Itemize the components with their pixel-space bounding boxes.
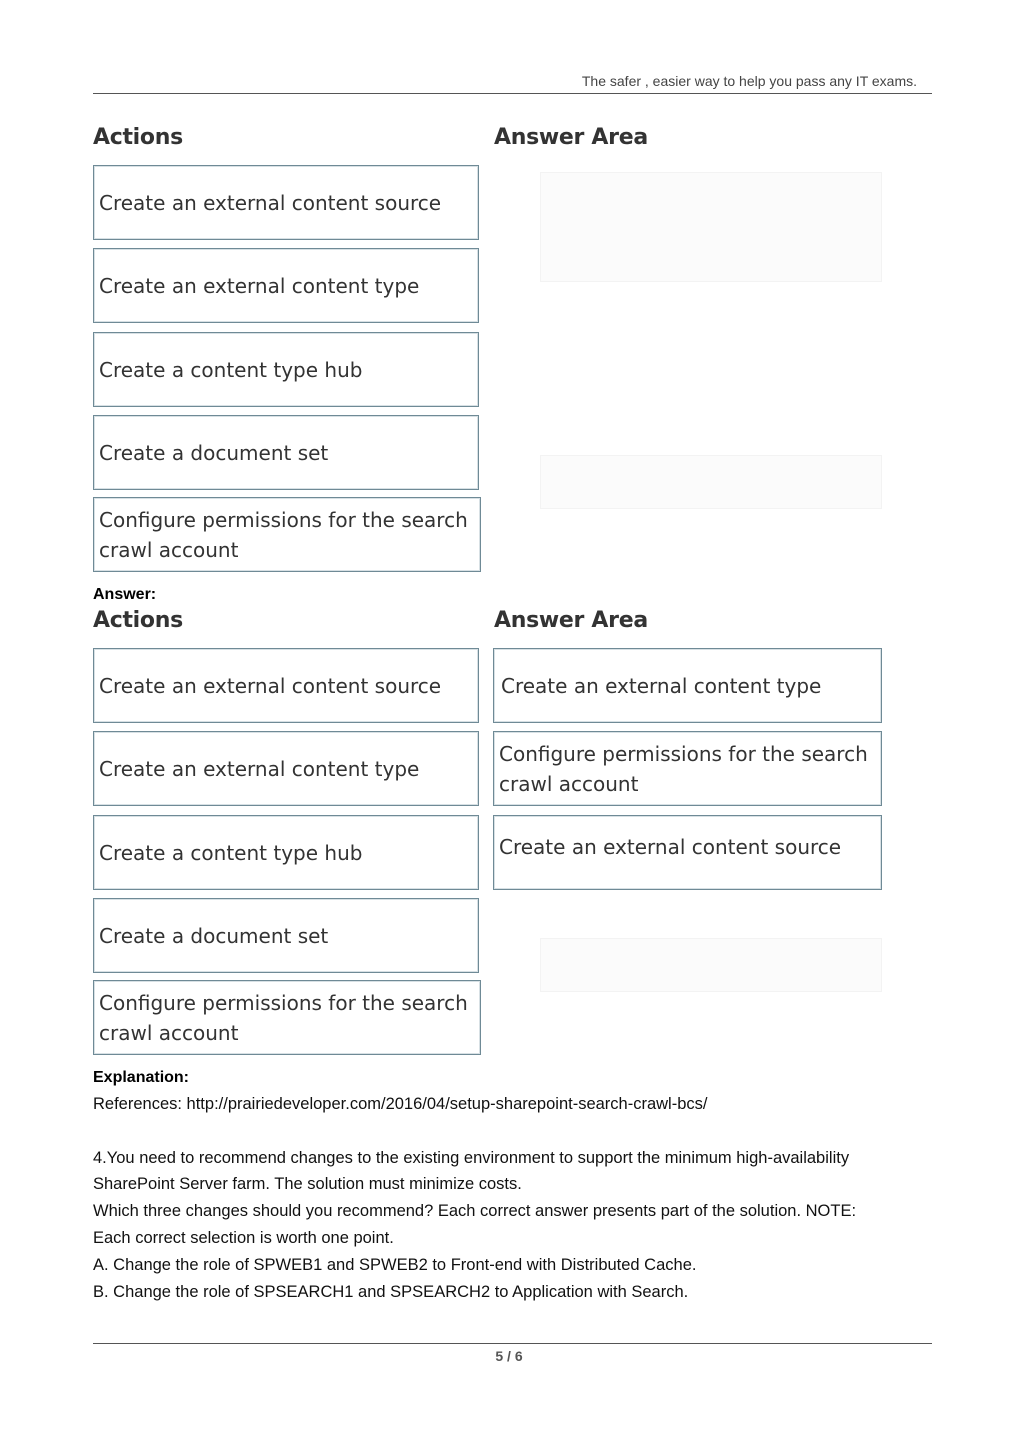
action-card-label: Create an external content type <box>99 756 420 781</box>
question4-line: Each correct selection is worth one point. <box>93 1229 394 1247</box>
answer-area-heading: Answer Area <box>494 608 648 633</box>
action-card[interactable] <box>93 815 479 890</box>
action-card[interactable] <box>93 165 479 240</box>
action-card[interactable] <box>93 980 481 1055</box>
answer-area-card[interactable] <box>493 648 882 723</box>
answer-area-card[interactable] <box>493 815 882 890</box>
action-card-label: Create an external content source <box>99 190 442 215</box>
answer-area-drop-zone[interactable] <box>540 938 882 992</box>
answer-area-drop-zone[interactable] <box>540 172 882 282</box>
explanation-label: Explanation: <box>93 1069 190 1086</box>
answer-area-card-label: Create an external content source <box>499 835 842 859</box>
answer-area-card-label: Create an external content type <box>501 673 822 698</box>
answer-area-card-label: Configure permissions for the search crawl account <box>499 741 868 796</box>
option-a: A. Change the role of SPWEB1 and SPWEB2 to Front-end with Distributed Cache. <box>93 1256 697 1274</box>
question4-line: 4.You need to recommend changes to the existing environment to support the minimum high-availability <box>93 1149 850 1167</box>
action-card[interactable] <box>93 898 479 973</box>
answer-label: Answer: <box>93 586 157 603</box>
actions-heading: Actions <box>93 125 183 150</box>
action-card[interactable] <box>93 731 479 806</box>
page-number: 5 / 6 <box>495 1348 523 1364</box>
header-tagline: The safer , easier way to help you pass any IT exams. <box>581 73 917 89</box>
action-card-label: Configure permissions for the search crawl account <box>99 990 468 1045</box>
action-card[interactable] <box>93 332 479 407</box>
answer-area-heading: Answer Area <box>494 125 648 150</box>
action-card[interactable] <box>93 648 479 723</box>
question4-line: SharePoint Server farm. The solution must minimize costs. <box>93 1175 522 1193</box>
answer-area-card[interactable] <box>493 731 882 806</box>
action-card-label: Create a document set <box>99 440 329 465</box>
actions-heading: Actions <box>93 608 183 633</box>
references-text: References: http://prairiedeveloper.com/2016/04/setup-sharepoint-search-crawl-bcs/ <box>93 1095 708 1113</box>
action-card-label: Configure permissions for the search crawl account <box>99 507 468 562</box>
option-b: B. Change the role of SPSEARCH1 and SPSEARCH2 to Application with Search. <box>93 1283 689 1301</box>
header-divider <box>93 93 932 94</box>
action-card-label: Create an external content source <box>99 673 442 698</box>
action-card[interactable] <box>93 248 479 323</box>
action-card[interactable] <box>93 415 479 490</box>
action-card-label: Create an external content type <box>99 273 420 298</box>
action-card-label: Create a content type hub <box>99 840 363 865</box>
footer-divider <box>93 1343 932 1344</box>
answer-area-drop-zone[interactable] <box>540 455 882 509</box>
action-card-label: Create a content type hub <box>99 357 363 382</box>
question4-line: Which three changes should you recommend? Each correct answer presents part of the solution. NOTE: <box>93 1202 857 1220</box>
action-card[interactable] <box>93 497 481 572</box>
action-card-label: Create a document set <box>99 923 329 948</box>
